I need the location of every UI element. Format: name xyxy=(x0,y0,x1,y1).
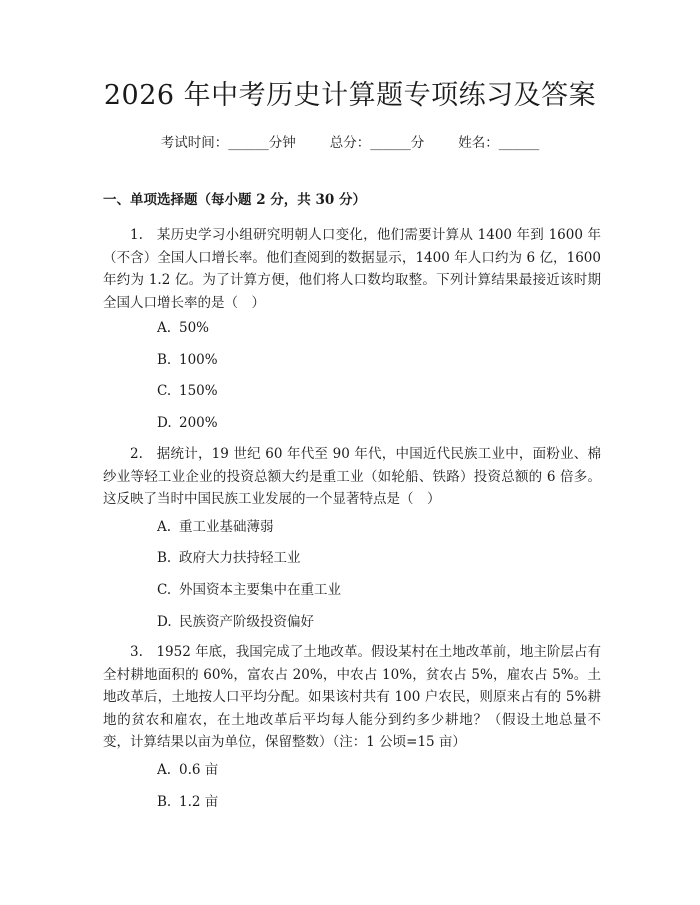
question-3-option-a xyxy=(157,760,218,780)
option-letter: D. xyxy=(157,614,172,630)
section-heading: 一、单项选择题（每小题 2 分，共 30 分） xyxy=(103,192,366,208)
time-label: 考试时间： xyxy=(160,135,229,151)
exam-info-line xyxy=(0,133,700,153)
option-letter: B. xyxy=(157,550,172,566)
option-letter: C. xyxy=(157,582,172,598)
option-letter: B. xyxy=(157,794,172,810)
option-letter: A. xyxy=(157,519,172,535)
name-label: 姓名： xyxy=(458,135,499,151)
question-1-text: 1. 某历史学习小组研究明朝人口变化，他们需要计算从 1400 年到 1600 年（不含）全国人口增长率。他们查阅到的数据显示，1400 年人口约为 6 亿，1600 年约为 1.2 亿。为了计算方便，他们将人口数均取整。下列计算结果最接近该时期全国人口增长率的是（ ） xyxy=(103,227,601,311)
question-2-text: 2. 据统计，19 世纪 60 年代至 90 年代，中国近代民族工业中，面粉业、棉纱业等轻工业企业的投资总额大约是重工业（如轮船、铁路）投资总额的 6 倍多。这反映了当时中国民族工业发展的一个显著特点是（ ） xyxy=(103,446,601,507)
question-1-option-a xyxy=(157,318,209,338)
option-letter: C. xyxy=(157,383,172,399)
question-1-option-b xyxy=(157,350,218,370)
question-2-option-d xyxy=(157,612,314,632)
option-text: 民族资产阶级投资偏好 xyxy=(179,614,314,630)
question-1-option-c xyxy=(157,381,218,401)
score-blank: ______ xyxy=(370,135,411,151)
time-unit: 分钟 xyxy=(268,135,296,151)
question-3-option-b xyxy=(157,792,218,812)
question-3-text: 3. 1952 年底，我国完成了土地改革。假设某村在土地改革前，地主阶层占有全村耕地面积的 60%，富农占 20%，中农占 10%，贫农占 5%，雇农占 5%。土地改革后，土地按人口平均分配。如果该村共有 100 户农民，则原来占有的 5%耕地的贫农和雇农，在土地改革后平均每人能分到约多少耕地？（假设土地总量不变，计算结果以亩为单位，保留整数）（注：1 公顷=15 亩） xyxy=(103,644,601,750)
question-2-option-b xyxy=(157,548,301,568)
option-text: 100% xyxy=(179,352,218,368)
question-2-option-a xyxy=(157,517,274,537)
option-letter: A. xyxy=(157,320,172,336)
score-unit: 分 xyxy=(410,135,425,151)
option-text: 1.2 亩 xyxy=(179,794,219,810)
option-text: 150% xyxy=(179,383,218,399)
option-text: 50% xyxy=(179,320,210,336)
option-text: 外国资本主要集中在重工业 xyxy=(179,582,341,598)
option-text: 0.6 亩 xyxy=(179,762,219,778)
score-label: 总分： xyxy=(329,135,371,151)
name-blank: ______ xyxy=(498,135,540,151)
question-2-option-c xyxy=(157,580,341,600)
option-text: 重工业基础薄弱 xyxy=(179,519,274,535)
page-title: 2026 年中考历史计算题专项练习及答案 xyxy=(103,80,597,111)
option-letter: A. xyxy=(157,762,172,778)
option-letter: B. xyxy=(157,352,172,368)
option-letter: D. xyxy=(157,415,172,431)
option-text: 政府大力扶持轻工业 xyxy=(179,550,301,566)
time-blank: ______ xyxy=(228,135,269,151)
option-text: 200% xyxy=(179,415,218,431)
question-1-option-d xyxy=(157,413,218,433)
